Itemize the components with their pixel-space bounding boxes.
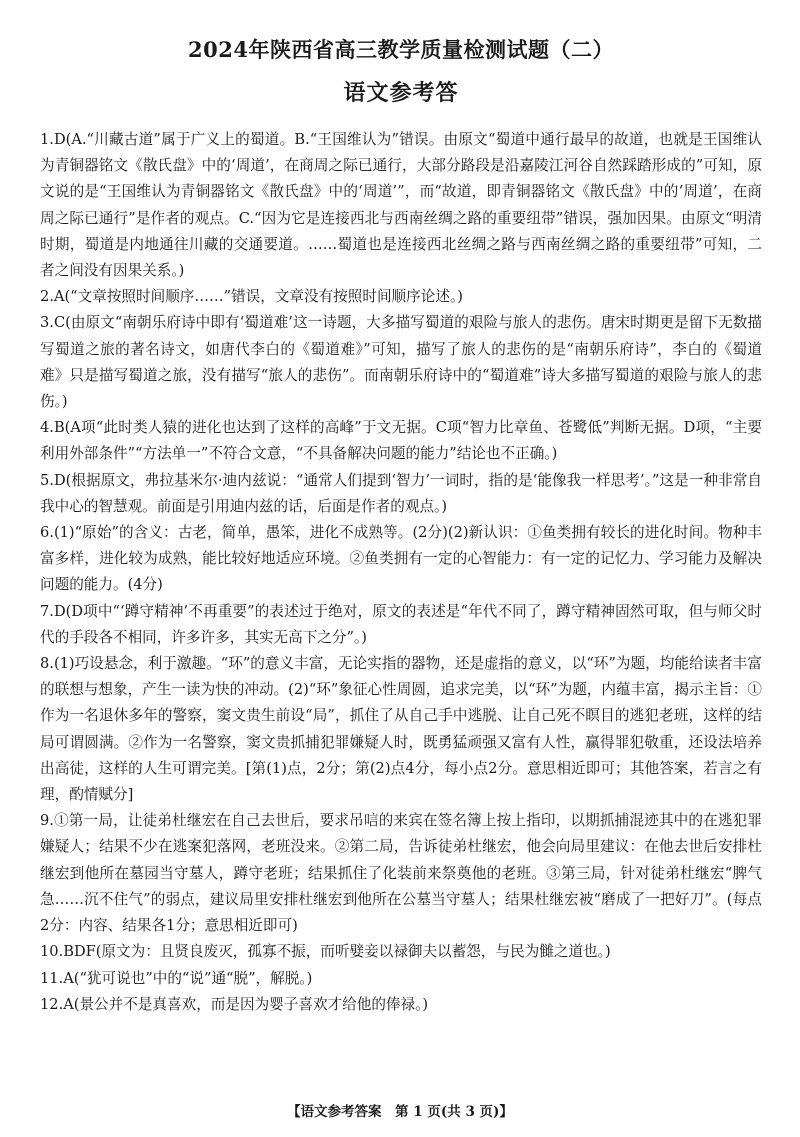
answer-number: 8. [40, 655, 54, 673]
answer-item-6 [40, 520, 762, 599]
page-subtitle: 语文参考答 [343, 80, 459, 106]
answer-list [40, 127, 762, 1018]
page-footer: 【语文参考答案 第 1 页(共 3 页)】 [287, 1104, 513, 1120]
answer-text: (1)巧设悬念，利于激趣。“环”的意义丰富，无论实指的器物，还是虚指的意义，以“环”为题，均能给读者丰富的联想与想象，产生一读为快的冲动。(2)“环”象征心性周圆，追求完美，以“环”为题，内蕴丰富，揭示主旨：①作为一名退休多年的警察，窦文贵生前设“局”，抓住了从自己手中逃脱、让自己死不瞑目的逃犯老班，这样的结局可谓圆满。②作为一名警察，窦文贵抓捕犯罪嫌疑人时，既勇猛顽强又富有人性，赢得罪犯敬重，还设法培养出高徒，这样的人生可谓完美。[第(1)点，2分；第(2)点4分，每小点2分。意思相近即可；其他答案，若言之有理，酌情赋分] [40, 655, 762, 804]
answer-number: 5. [40, 471, 54, 489]
answer-number: 4. [40, 419, 54, 437]
answer-item-10 [40, 939, 762, 965]
answer-text: BDF(原文为：且贤良废灭，孤寡不振，而听嬖妾以禄御夫以蓄怨，与民为雠之道也。) [63, 943, 611, 961]
answer-number: 12. [40, 995, 64, 1013]
answer-text: B(A项“此时类人猿的进化也达到了这样的高峰”于文无据。C项“智力比章鱼、苍鹭低”判断无据。D项，“主要利用外部条件”“方法单一”不符合文意，“不具备解决问题的能力”结论也不正确。) [40, 419, 762, 463]
answer-text: A(“犹可说也”中的“说”通“脱”，解脱。) [63, 969, 313, 987]
answer-item-12 [40, 992, 762, 1018]
answer-item-11 [40, 966, 762, 992]
answer-number: 6. [40, 524, 54, 542]
answer-item-5 [40, 468, 762, 520]
answer-item-2 [40, 284, 762, 310]
page-title: 2024年陕西省高三教学质量检测试题（二） [188, 37, 614, 62]
answer-item-8 [40, 651, 762, 808]
answer-number: 3. [40, 314, 54, 332]
answer-number: 11. [40, 969, 64, 987]
answer-item-9 [40, 808, 762, 939]
answer-text: (1)“原始”的含义：古老，简单，愚笨，进化不成熟等。(2分)(2)新认识：①鱼类拥有较长的进化时间。物种丰富多样，进化较为成熟，能比较好地适应环境。②鱼类拥有一定的心智能力：有一定的记忆力、学习能力及解决问题的能力。(4分) [40, 524, 762, 594]
answer-text: D(根据原文，弗拉基米尔·迪内兹说：“通常人们提到‘智力’一词时，指的是‘能像我一样思考’。”这是一种非常自我中心的智慧观。前面是引用迪内兹的话，后面是作者的观点。) [40, 471, 762, 515]
answer-text: D(A.“川藏古道”属于广义上的蜀道。B.“王国维认为”错误。由原文“蜀道中通行最早的故道，也就是王国维认为青铜器铭文《散氏盘》中的‘周道’，在商周之际已通行，大部分路段是沿嘉陵江河谷自然踩踏形成的”可知，原文说的是“王国维认为青铜器铭文《散氏盘》中的‘周道’”，而“故道，即青铜器铭文《散氏盘》中的‘周道’，在商周之际已通行”是作者的观点。C.“因为它是连接西北与西南丝绸之路的重要纽带”错误，强加因果。由原文“明清时期，蜀道是内地通往川藏的交通要道。……蜀道也是连接西北丝绸之路与西南丝绸之路的重要纽带”可知，二者之间没有因果关系。) [40, 131, 762, 280]
answer-text: C(由原文“南朝乐府诗中即有‘蜀道难’这一诗题，大多描写蜀道的艰险与旅人的悲伤。唐宋时期更是留下无数描写蜀道之旅的著名诗文，如唐代李白的《蜀道难》”可知，描写了旅人的悲伤的是“南朝乐府诗”，李白的《蜀道难》只是描写蜀道之旅，没有描写“旅人的悲伤”。而南朝乐府诗中的“蜀道难”诗大多描写蜀道的艰险与旅人的悲伤。) [40, 314, 762, 411]
answer-item-4 [40, 415, 762, 467]
answer-number: 2. [40, 288, 54, 306]
answer-item-1 [40, 127, 762, 284]
answer-text: A(景公并不是真喜欢，而是因为婴子喜欢才给他的俸禄。) [63, 995, 429, 1013]
answer-number: 7. [40, 602, 54, 620]
answer-number: 9. [40, 812, 54, 830]
answer-item-3 [40, 310, 762, 415]
answer-number: 1. [40, 131, 54, 148]
answer-number: 10. [40, 943, 64, 961]
answer-text: D(D项中“‘蹲守精神’不再重要”的表述过于绝对，原文的表述是“年代不同了，蹲守精神固然可取，但与师父时代的手段各不相同，许多许多，其实无高下之分”。) [40, 602, 762, 646]
answer-text: ①第一局，让徒弟杜继宏在自己去世后，要求吊唁的来宾在签名簿上按上指印，以期抓捕混迹其中的在逃犯罪嫌疑人；结果不少在逃案犯落网，老班没来。②第二局，告诉徒弟杜继宏，他会向局里建议：在他去世后安排杜继宏到他所在墓园当守墓人，蹲守老班；结果抓住了化装前来祭奠他的老班。③第三局，针对徒弟杜继宏“脾气急……沉不住气”的弱点，建议局里安排杜继宏到他所在公墓当守墓人；结果杜继宏被“磨成了一把好刀”。(每点2分：内容、结果各1分；意思相近即可) [40, 812, 762, 935]
answer-text: A(“文章按照时间顺序……”错误，文章没有按照时间顺序论述。) [53, 288, 463, 306]
answer-item-7 [40, 599, 762, 651]
